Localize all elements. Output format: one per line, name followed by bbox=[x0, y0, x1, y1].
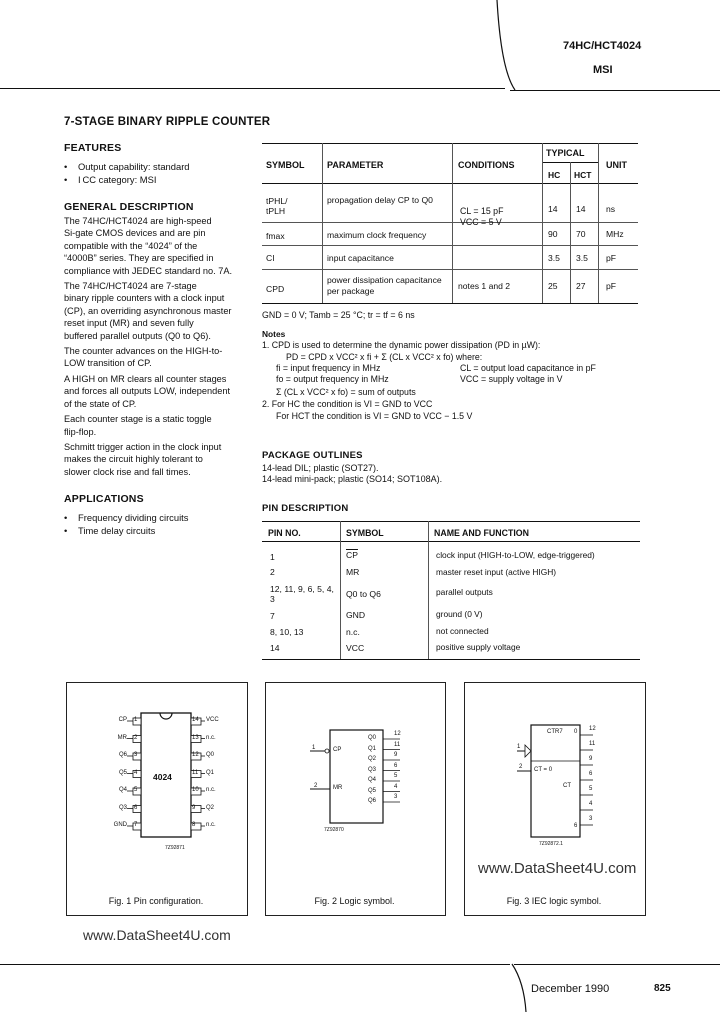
top-output-index: 0 bbox=[574, 729, 578, 735]
pin-no: 8, 10, 13 bbox=[270, 627, 304, 637]
clock-pin-number: 1 bbox=[517, 744, 521, 750]
col-typical: TYPICAL bbox=[546, 148, 585, 158]
output-pin-number: 11 bbox=[589, 741, 596, 747]
cell-symbol: fmax bbox=[266, 231, 285, 241]
pin-label: n.c. bbox=[206, 787, 216, 793]
paragraph: Schmitt trigger action in the clock input makes the circuit highly tolerant to slower clock rise and fall times. bbox=[64, 441, 222, 477]
pin-symbol: Q0 to Q6 bbox=[346, 589, 381, 599]
header-rule-right bbox=[510, 90, 720, 91]
col-pin-no: PIN NO. bbox=[268, 528, 301, 538]
note-1: 1. CPD is used to determine the dynamic power dissipation (PD in µW): bbox=[262, 340, 541, 351]
output-label: Q4 bbox=[368, 777, 377, 783]
output-pin-number: 9 bbox=[589, 756, 593, 762]
applications-heading: APPLICATIONS bbox=[64, 493, 144, 505]
output-label: Q0 bbox=[368, 735, 377, 741]
header-rule-left bbox=[0, 88, 505, 89]
col-unit: UNIT bbox=[606, 160, 627, 170]
pin-label: n.c. bbox=[206, 822, 216, 828]
pin-number: 3 bbox=[134, 752, 138, 758]
pin-label: VCC bbox=[206, 717, 219, 723]
pin-number: 5 bbox=[134, 787, 138, 793]
logic-symbol-drawing bbox=[266, 683, 445, 915]
paragraph: A HIGH on MR clears all counter stages and forces all outputs LOW, independent of the state of CP. bbox=[64, 373, 230, 409]
pin-no: 14 bbox=[270, 643, 280, 653]
reset-pin-number: 2 bbox=[519, 764, 523, 770]
output-pin-number: 9 bbox=[394, 752, 398, 758]
pin-number: 14 bbox=[192, 717, 199, 723]
output-label: Q3 bbox=[368, 766, 377, 773]
pin-number: 12 bbox=[192, 752, 199, 758]
watermark: www.DataSheet4U.com bbox=[478, 860, 637, 877]
cell-unit: pF bbox=[606, 281, 617, 291]
cell-hc: 14 bbox=[548, 204, 558, 214]
cell-hc: 90 bbox=[548, 229, 558, 239]
output-pin-number: 5 bbox=[589, 786, 593, 792]
paragraph: Each counter stage is a static toggle flip-flop. bbox=[64, 414, 212, 437]
notes-block bbox=[262, 310, 662, 422]
package-lines: 14-lead DIL; plastic (SOT27). 14-lead mini-pack; plastic (SO14; SOT108A). bbox=[262, 463, 443, 484]
chip-label: 4024 bbox=[153, 772, 172, 782]
output-pin-number: 11 bbox=[394, 741, 401, 748]
iec-symbol-drawing bbox=[465, 683, 645, 915]
pin-no: 2 bbox=[270, 567, 275, 577]
cell-conditions: notes 1 and 2 bbox=[458, 281, 511, 291]
output-pin-number: 4 bbox=[394, 783, 398, 790]
output-pin-number: 3 bbox=[394, 794, 398, 800]
pin-label: Q0 bbox=[206, 752, 215, 758]
pin-number: 9 bbox=[192, 804, 196, 811]
pin-symbol: VCC bbox=[346, 643, 365, 653]
pin-number: 8 bbox=[192, 822, 196, 828]
pin-number: 4 bbox=[134, 769, 138, 776]
figure-2-caption: Fig. 2 Logic symbol. bbox=[314, 896, 395, 906]
pin-name: clock input (HIGH-to-LOW, edge-triggered) bbox=[436, 550, 595, 560]
note-2b: For HCT the condition is VI = GND to VCC − 1.5 V bbox=[276, 410, 473, 421]
list-item: • Output capability: standard bbox=[64, 161, 190, 172]
cell-parameter: power dissipation capacitance per package bbox=[327, 275, 442, 296]
cell-hct: 3.5 bbox=[576, 253, 588, 263]
cell-symbol: CI bbox=[266, 253, 275, 263]
pin-heading: PIN DESCRIPTION bbox=[262, 503, 349, 514]
pin-symbol: $\overline{CP}$ bbox=[346, 550, 358, 560]
cell-symbol: tPHL/ tPLH bbox=[266, 196, 288, 216]
figure-code: 7Z92871 bbox=[165, 845, 185, 851]
output-pin-number: 4 bbox=[589, 801, 593, 807]
note-sum: Σ (CL x VCC² x fo) = sum of outputs bbox=[276, 387, 416, 398]
pin-label: Q1 bbox=[206, 769, 215, 776]
figure-2-logic-symbol bbox=[265, 682, 446, 916]
output-pin-number: 12 bbox=[394, 731, 401, 737]
output-label: Q6 bbox=[368, 798, 377, 804]
mr-label: MR bbox=[333, 785, 343, 791]
pin-no: 12, 11, 9, 6, 5, 4, 3 bbox=[270, 584, 334, 604]
pin-label: n.c. bbox=[206, 734, 216, 741]
pin-number: 11 bbox=[192, 769, 199, 776]
list-item: • I CC category: MSI bbox=[64, 174, 157, 185]
package-heading: PACKAGE OUTLINES bbox=[262, 450, 363, 461]
list-item: • Time delay circuits bbox=[64, 525, 156, 536]
pin-label: MR bbox=[117, 734, 127, 741]
applications-list bbox=[64, 511, 254, 537]
col-hc: HC bbox=[548, 170, 561, 180]
dil-package-drawing bbox=[67, 683, 247, 915]
cell-hct: 14 bbox=[576, 204, 586, 214]
pin-symbol: GND bbox=[346, 610, 366, 620]
note-fo: fo = output frequency in MHz bbox=[276, 374, 389, 385]
pin-number: 10 bbox=[192, 787, 199, 793]
page-title: 7-STAGE BINARY RIPPLE COUNTER bbox=[64, 116, 271, 128]
pin-number: 6 bbox=[134, 804, 138, 811]
output-pin-number: 5 bbox=[394, 773, 398, 779]
output-pin-number: 3 bbox=[589, 816, 593, 822]
cell-unit: ns bbox=[606, 204, 616, 214]
pin-number: 1 bbox=[134, 717, 138, 723]
output-pin-number: 12 bbox=[589, 726, 596, 732]
figure-1-caption: Fig. 1 Pin configuration. bbox=[108, 896, 204, 906]
ct-label: CT bbox=[563, 783, 571, 789]
pin-symbol: n.c. bbox=[346, 627, 360, 637]
cell-condition-a: CL = 15 pF bbox=[460, 206, 504, 216]
notes-heading: Notes bbox=[262, 328, 286, 339]
col-hct: HCT bbox=[574, 170, 592, 180]
list-item: • Frequency dividing circuits bbox=[64, 512, 189, 523]
header-class: MSI bbox=[593, 64, 613, 76]
pin-label: Q4 bbox=[118, 787, 127, 793]
pin-name: parallel outputs bbox=[436, 587, 493, 597]
general-heading: GENERAL DESCRIPTION bbox=[64, 201, 194, 213]
cp-label: CP bbox=[333, 747, 342, 753]
footer-rule-left bbox=[0, 964, 510, 965]
cell-unit: MHz bbox=[606, 229, 624, 239]
pin-no: 1 bbox=[270, 552, 275, 562]
pin-label: CP bbox=[118, 717, 127, 723]
footer-rule-right bbox=[514, 964, 720, 965]
pin-name: master reset input (active HIGH) bbox=[436, 567, 557, 577]
typical-table bbox=[262, 143, 638, 303]
cell-hct: 27 bbox=[576, 281, 586, 291]
features-heading: FEATURES bbox=[64, 142, 122, 154]
ctr-label: CTR7 bbox=[547, 729, 563, 735]
col-symbol: SYMBOL bbox=[266, 160, 305, 170]
col-conditions: CONDITIONS bbox=[458, 160, 515, 170]
page-number: 825 bbox=[654, 983, 671, 994]
pin-table bbox=[262, 521, 640, 659]
pin-label: Q2 bbox=[206, 804, 215, 811]
cp-pin-number: 1 bbox=[312, 745, 316, 751]
pin-label: Q3 bbox=[118, 804, 127, 811]
pin-name: ground (0 V) bbox=[436, 609, 483, 619]
figure-code: 7Z92872.1 bbox=[539, 841, 563, 847]
ct0-label: CT = 0 bbox=[534, 767, 553, 773]
pin-name: positive supply voltage bbox=[436, 642, 521, 652]
cell-parameter: propagation delay CP to Q0 bbox=[327, 195, 433, 205]
pin-no: 7 bbox=[270, 611, 275, 621]
paragraph: The 74HC/HCT4024 are 7-stage binary ripple counters with a clock input (CP), an overriding asynchronous master reset input (MR) and seven fully buffered parallel outputs (Q0 to Q6). bbox=[64, 281, 232, 341]
formula: PD = CPD x VCC² x fi + Σ (CL x VCC² x fo) where: bbox=[286, 351, 483, 362]
note-cl: CL = output load capacitance in pF bbox=[460, 363, 596, 374]
note-2a: 2. For HC the condition is VI = GND to VCC bbox=[262, 398, 433, 409]
paragraph: The 74HC/HCT4024 are high-speed Si-gate CMOS devices and are pin compatible with the “4024” of the “4000B” series. They are specified in compliance with JEDEC standard no. 7A. bbox=[64, 216, 233, 276]
cell-symbol: CPD bbox=[266, 284, 285, 294]
note-vcc: VCC = supply voltage in V bbox=[460, 374, 563, 385]
general-text bbox=[64, 215, 254, 478]
watermark: www.DataSheet4U.com bbox=[83, 927, 231, 943]
note-fi: fi = input frequency in MHz bbox=[276, 363, 381, 374]
figure-3-iec-symbol bbox=[464, 682, 646, 916]
output-pin-number: 6 bbox=[589, 771, 593, 777]
col-parameter: PARAMETER bbox=[327, 160, 384, 170]
cell-hc: 3.5 bbox=[548, 253, 560, 263]
output-label: Q5 bbox=[368, 787, 377, 794]
cell-parameter: maximum clock frequency bbox=[327, 230, 427, 240]
cell-condition-b: VCC = 5 V bbox=[460, 217, 502, 227]
col-pin-name: NAME AND FUNCTION bbox=[434, 528, 529, 538]
paragraph: The counter advances on the HIGH-to- LOW transition of CP. bbox=[64, 346, 223, 369]
footer-date: December 1990 bbox=[531, 983, 610, 995]
pin-label: Q6 bbox=[118, 752, 127, 758]
cell-hc: 25 bbox=[548, 281, 558, 291]
mr-pin-number: 2 bbox=[314, 783, 318, 789]
output-label: Q2 bbox=[368, 756, 377, 762]
pin-label: Q5 bbox=[118, 769, 127, 776]
pin-number: 7 bbox=[134, 822, 138, 828]
cell-unit: pF bbox=[606, 253, 617, 263]
output-pin-number: 6 bbox=[394, 762, 398, 769]
gnd-conditions: GND = 0 V; Tamb = 25 °C; tr = tf = 6 ns bbox=[262, 310, 415, 320]
cell-hct: 70 bbox=[576, 229, 586, 239]
figure-1-pin-configuration bbox=[66, 682, 248, 916]
cell-parameter: input capacitance bbox=[327, 253, 394, 263]
bottom-output-index: 6 bbox=[574, 823, 578, 829]
output-label: Q1 bbox=[368, 745, 377, 752]
figure-code: 7Z92870 bbox=[324, 827, 344, 833]
features-list bbox=[64, 160, 244, 186]
pin-symbol: MR bbox=[346, 567, 360, 577]
col-pin-symbol: SYMBOL bbox=[346, 528, 384, 538]
pin-number: 13 bbox=[192, 734, 199, 741]
figure-3-caption: Fig. 3 IEC logic symbol. bbox=[506, 896, 602, 906]
pin-label: GND bbox=[113, 822, 127, 828]
header-part: 74HC/HCT4024 bbox=[563, 40, 642, 52]
header-curve bbox=[495, 0, 525, 95]
footer-curve bbox=[504, 962, 534, 1012]
pin-name: not connected bbox=[436, 626, 489, 636]
pin-number: 2 bbox=[134, 734, 138, 741]
